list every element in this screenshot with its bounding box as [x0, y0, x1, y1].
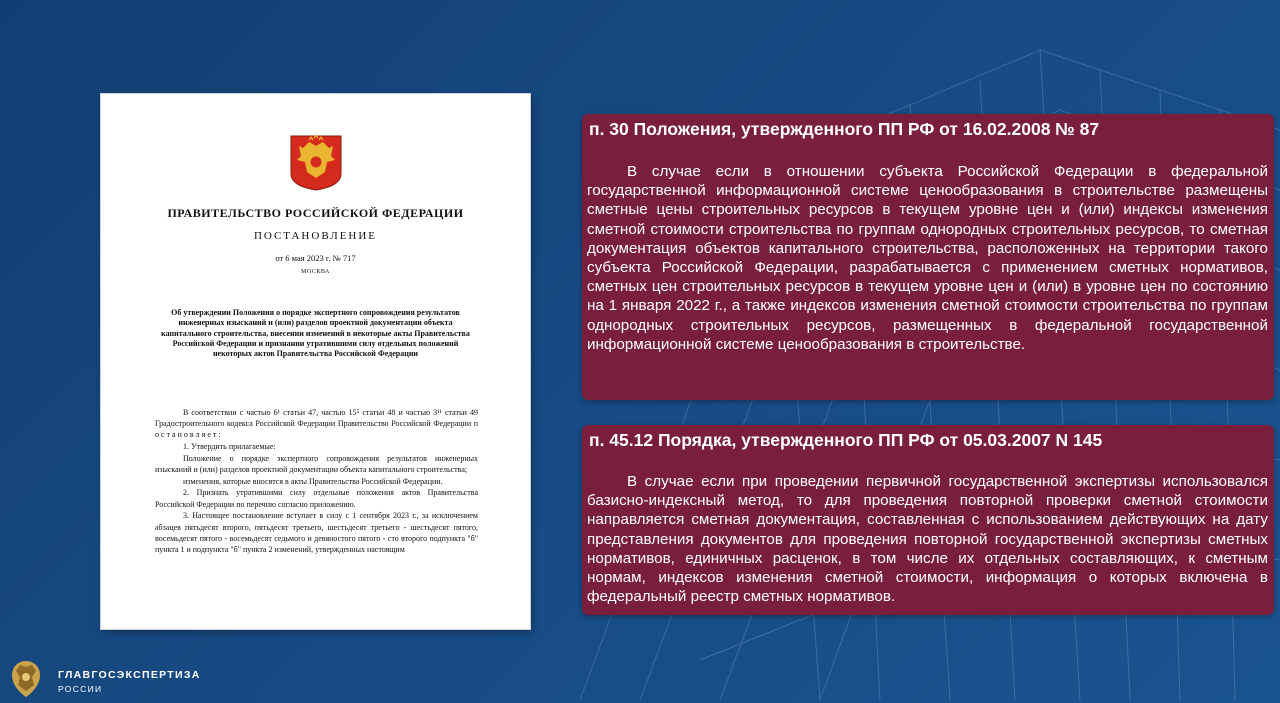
glavgosexpertiza-logo-icon [6, 657, 46, 701]
panel-clause-45-12 [582, 425, 1274, 615]
panel-text-block [587, 472, 1268, 606]
document-type: ПОСТАНОВЛЕНИЕ [253, 230, 378, 242]
government-name: ПРАВИТЕЛЬСТВО РОССИЙСКОЙ ФЕДЕРАЦИИ [167, 206, 464, 220]
decree-document-page [101, 94, 530, 629]
document-paragraph: 2. Признать утратившими силу отдельные положения актов Правительства Российской Федерации по перечню согласно приложению. [155, 488, 478, 509]
panel-clause-30 [582, 114, 1274, 400]
document-paragraph: 1. Утвердить прилагаемые: [183, 442, 276, 452]
document-paragraph: изменения, которые вносятся в акты Правительства Российской Федерации. [183, 476, 443, 486]
document-body [155, 407, 478, 556]
document-subject: Об утверждении Положения о порядке экспертного сопровождения результатов инженерных изысканий и (или) разделов проектной документации объекта капитального строительства, внесении изменений в некоторые акты Правительства Российской Федерации и признании утратившими силу отдельных положений некоторых актов Правительства Российской Федерации [161, 308, 470, 359]
panel-title: п. 45.12 Порядка, утвержденного ПП РФ от 05.03.2007 N 145 [589, 430, 1103, 450]
document-city: МОСКВА [301, 269, 330, 275]
document-paragraph: 3. Настоящее постановление вступает в силу с 1 сентября 2023 г., за исключением абзацев пятьдесят второго, пятьдесят третьего, шестьдесят третьего - шестьдесят пятого, восемьдесят пятого - восемьдесят седьмого и девяностого пятого - сто второго подпункта "б" пункта 1 и подпункта "б" пункта 2 изменений, утвержденных настоящим [155, 511, 478, 554]
panel-text-block [587, 162, 1268, 354]
russian-coat-of-arms-icon [289, 134, 343, 192]
panel-text: В случае если в отношении субъекта Российской Федерации в федеральной государственной информационной системе ценообразования в строительстве размещены сметные цены строительных ресурсов в текущем уровне цен и (или) индексы изменения сметной стоимости строительства по группам однородных строительных ресурсов, то сметная документация объектов капитального строительства, расположенных на территории такого субъекта Российской Федерации, разрабатывается с применением сметных нормативов, сметных цен строительных ресурсов в текущем уровне цен и (или) в уровне цен по состоянию на 1 января 2022 г., а также индексов изменения сметной стоимости строительства по группам однородных строительных ресурсов, размещенных в федеральной государственной информационной системе ценообразования в строительстве. [587, 163, 1268, 353]
logo-subtitle: РОССИИ [58, 684, 103, 694]
panel-title: п. 30 Положения, утвержденного ПП РФ от 16.02.2008 № 87 [589, 119, 1100, 139]
document-paragraph: Положение о порядке экспертного сопровождения результатов инженерных изысканий и (или) разделов проектной документации объекта капитального строительства; [155, 453, 478, 475]
panel-text: В случае если при проведении первичной государственной экспертизы использовался базисно-индексный метод, то для проведения повторной проверки сметной стоимости направляется сметная документация, составленная с использованием действующих на дату представления документов для проведения повторной государственной экспертизы сметных нормативов, единичных расценок, в том числе их отдельных составляющих, к сметным нормам, индексов изменения сметной стоимости, информация о которых включена в федеральный реестр сметных нормативов. [587, 473, 1268, 606]
document-date: от 6 мая 2023 г. № 717 [275, 253, 356, 263]
document-paragraph: В соответствии с частью 6¹ статьи 47, частью 15⁵ статьи 48 и частью 3¹¹ статьи 49 Градостроительного кодекса Российской Федерации Правительство Российской Федерации п о с т а н о в л я е т : [155, 408, 478, 440]
logo-name: ГЛАВГОСЭКСПЕРТИЗА [58, 669, 201, 681]
